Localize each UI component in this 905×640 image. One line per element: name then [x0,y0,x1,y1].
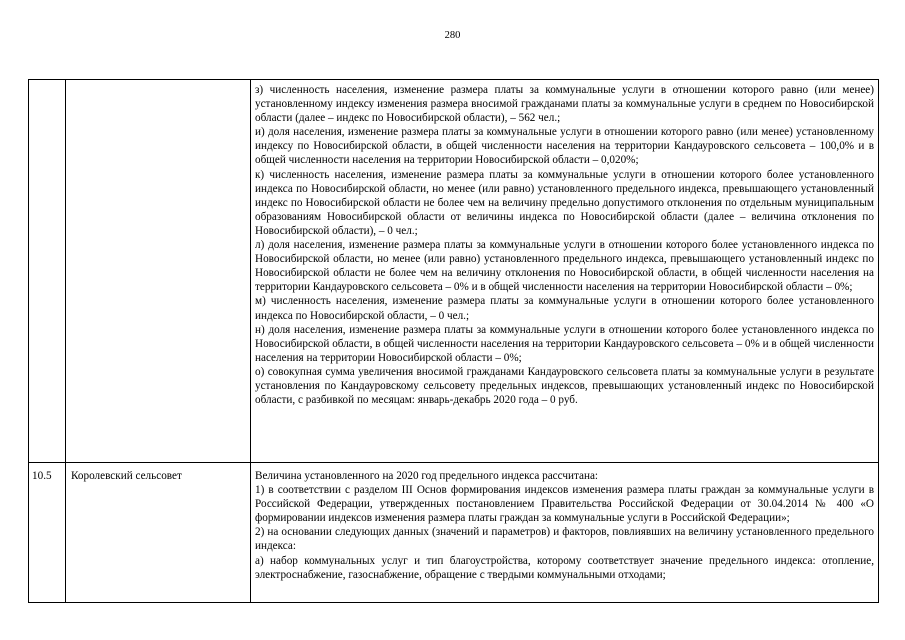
paragraph-a: а) набор коммунальных услуг и тип благоустройства, которому соответствует значение предельного индекса: отопление, электроснабжение, газоснабжение, обращение с твердыми коммунальными отходами; [255,554,874,581]
row-name-cell [66,463,251,603]
paragraph-i: и) доля населения, изменение размера платы за коммунальные услуги в отношении которого равно (или менее) установленному индексу по Новосибирской области, в общей численности населения на территории Кандауровского сельсовета – 100,0% и в общей численности населения на территории Новосибирской области – 0,020%; [255,126,874,167]
row-number: 10.5 [32,470,52,482]
row-name: Королевский сельсовет [71,470,182,482]
row-number-cell [29,80,66,463]
paragraph-1: 1) в соответствии с разделом III Основ формирования индексов изменения размера платы граждан за коммунальные услуги в Российской Федерации, утвержденных постановлением Правительства Российской Федерации от 30.04.2014 № 400 «О формировании индексов изменения размера платы граждан за коммунальные услуги в Российской Федерации»; [255,484,874,525]
paragraph-z: з) численность населения, изменение размера платы за коммунальные услуги в отношении которого равно (или менее) установленному индексу изменения размера вносимой гражданами платы за коммунальные услуги в среднем по Новосибирской области (далее – индекс по Новосибирской области), – 562 чел.; [255,84,874,125]
paragraph-l: л) доля населения, изменение размера платы за коммунальные услуги в отношении которого более установленного индекса по Новосибирской области, но менее (или равно) установленного предельного индекса, превышающего установленный индекс по Новосибирской области не более чем на величину отклонения по Новосибирской области, в общей численности населения на территории Кандауровского сельсовета – 0% и в общей численности населения на территории Новосибирской области – 0%; [255,239,874,294]
row-number-cell [29,463,66,603]
table-row [29,463,879,603]
page-number: 280 [444,30,461,41]
paragraph-n: н) доля населения, изменение размера платы за коммунальные услуги в отношении которого более установленного индекса по Новосибирской области, в общей численности населения на территории Кандауровского сельсовета – 0% и в общей численности населения на территории Новосибирской области – 0%; [255,323,874,364]
row-text-cell [251,80,879,463]
table-row [29,80,879,463]
paragraph-intro: Величина установленного на 2020 год предельного индекса рассчитана: [255,470,599,482]
document-table [28,79,879,603]
paragraph-m: м) численность населения, изменение размера платы за коммунальные услуги в отношении которого более установленного индекса по Новосибирской области, – 0 чел.; [255,295,874,322]
paragraph-2: 2) на основании следующих данных (значений и параметров) и факторов, повлиявших на величину установленного предельного индекса: [255,526,874,553]
paragraph-k: к) численность населения, изменение размера платы за коммунальные услуги в отношении которого более установленного индекса по Новосибирской области, но менее (или равно) установленного предельного индекса, превышающего установленный индекс по Новосибирской области не более чем на величину предельно допустимого отклонения по отдельным муниципальным образованиям Новосибирской области от величины индекса по Новосибирской области (далее – величина отклонения по Новосибирской области), – 0 чел.; [255,168,874,237]
paragraph-o: о) совокупная сумма увеличения вносимой гражданами Кандауровского сельсовета платы за коммунальные услуги в результате установления по Кандауровскому сельсовету предельных индексов, превышающих установленный индекс по Новосибирской области, с разбивкой по месяцам: январь-декабрь 2020 года – 0 руб. [255,365,874,407]
row-name-cell [66,80,251,463]
row-text-cell [251,463,879,603]
